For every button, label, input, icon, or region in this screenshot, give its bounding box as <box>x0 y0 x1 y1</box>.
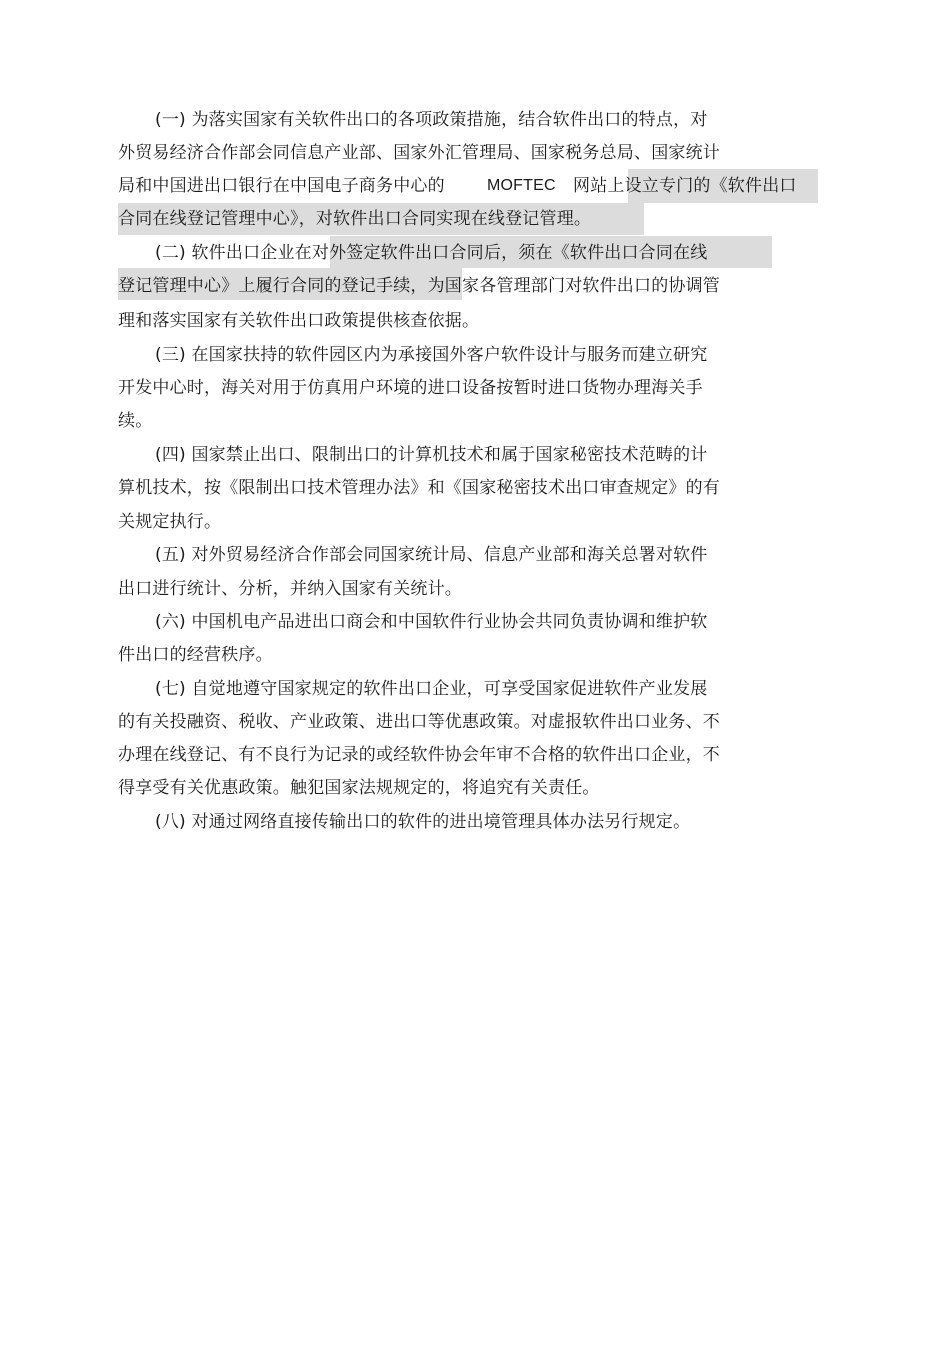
text-line: 理和落实国家有关软件出口政策提供核查依据。 <box>118 311 480 331</box>
text-line: 外贸易经济合作部会同信息产业部、国家外汇管理局、国家税务总局、国家统计 <box>118 143 720 163</box>
text-line: 续。 <box>118 411 153 431</box>
text-line: 网站上设立专门的《软件出口 <box>573 176 797 196</box>
text-line: 合同在线登记管理中心》，对软件出口合同实现在线登记管理。 <box>118 209 592 229</box>
text-line: (一) 为落实国家有关软件出口的各项政策措施，结合软件出口的特点，对 <box>155 110 708 130</box>
text-line: (二) 软件出口企业在对外签定软件出口合同后，须在《软件出口合同在线 <box>155 243 708 263</box>
text-line: (四) 国家禁止出口、限制出口的计算机技术和属于国家秘密技术范畴的计 <box>155 445 708 465</box>
text-line: 办理在线登记、有不良行为记录的或经软件协会年审不合格的软件出口企业，不 <box>118 745 720 765</box>
text-line: 得享受有关优惠政策。触犯国家法规规定的，将追究有关责任。 <box>118 778 600 798</box>
text-line: 出口进行统计、分析，并纳入国家有关统计。 <box>118 579 462 599</box>
text-line: (六) 中国机电产品进出口商会和中国软件行业协会共同负责协调和维护软 <box>155 612 708 632</box>
text-line: 开发中心时，海关对用于仿真用户环境的进口设备按暂时进口货物办理海关手 <box>118 378 703 398</box>
text-line: 件出口的经营秩序。 <box>118 645 273 665</box>
text-line: 局和中国进出口银行在中国电子商务中心的 <box>118 176 445 196</box>
text-line: 算机技术，按《限制出口技术管理办法》和《国家秘密技术出口审查规定》的有 <box>118 478 720 498</box>
text-line: 登记管理中心》上履行合同的登记手续，为国家各管理部门对软件出口的协调管 <box>118 276 720 296</box>
text-line: (三) 在国家扶持的软件园区内为承接国外客户软件设计与服务而建立研究 <box>155 345 708 365</box>
text-line: 的有关投融资、税收、产业政策、进出口等优惠政策。对虚报软件出口业务、不 <box>118 712 720 732</box>
text-line: (八) 对通过网络直接传输出口的软件的进出境管理具体办法另行规定。 <box>155 812 691 832</box>
text-line: 关规定执行。 <box>118 512 222 532</box>
text-line: (五) 对外贸易经济合作部会同国家统计局、信息产业部和海关总署对软件 <box>155 545 708 565</box>
text-line: (七) 自觉地遵守国家规定的软件出口企业，可享受国家促进软件产业发展 <box>155 679 708 699</box>
text-line-latin: MOFTEC <box>487 177 556 194</box>
